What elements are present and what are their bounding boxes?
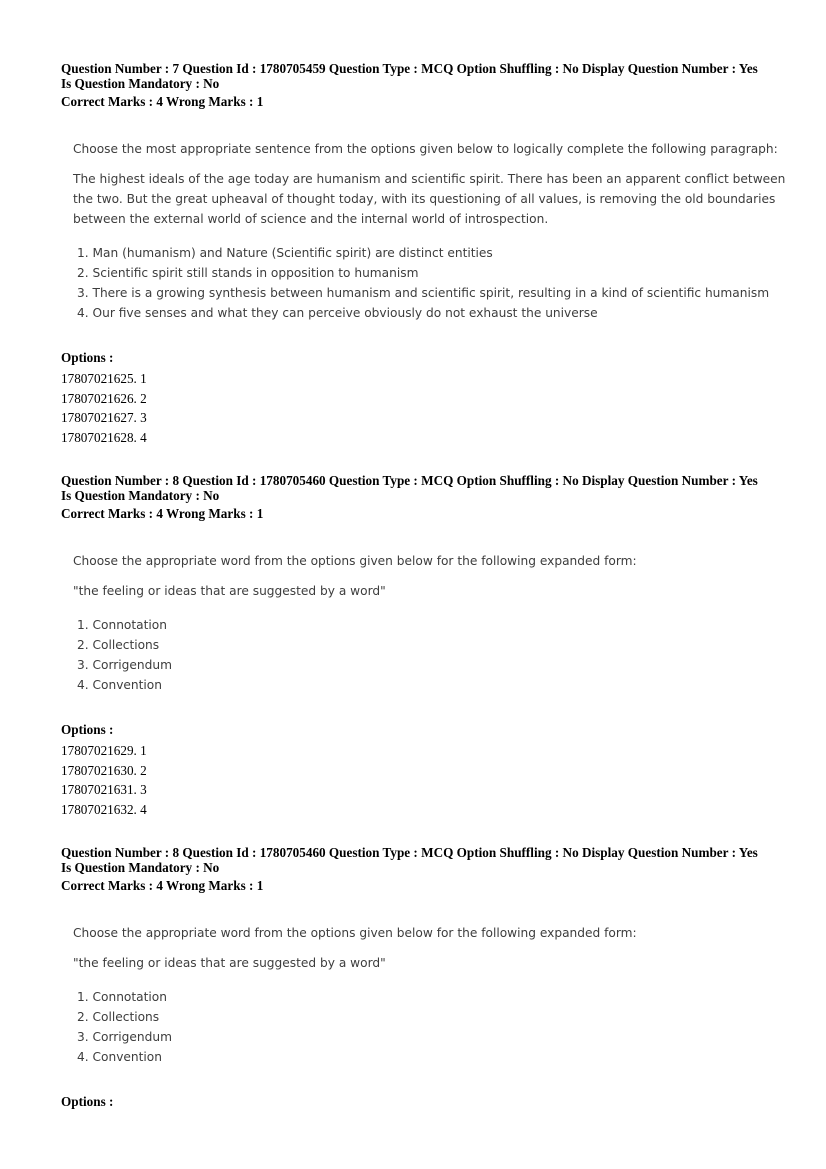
choice-item: 2. Collections: [77, 638, 160, 652]
question-meta: Question Number : 7 Question Id : 1780705459 Question Type : MCQ Option Shuffling : No Display Question Number : Yes: [61, 61, 758, 76]
question-marks: Correct Marks : 4 Wrong Marks : 1: [61, 94, 264, 109]
question-marks: Correct Marks : 4 Wrong Marks : 1: [61, 506, 264, 521]
question-meta: Question Number : 8 Question Id : 1780705460 Question Type : MCQ Option Shuffling : No Display Question Number : Yes: [61, 845, 758, 860]
question-mandatory: Is Question Mandatory : No: [61, 860, 220, 875]
choice-item: 1. Connotation: [77, 990, 167, 1004]
question-header: [61, 61, 781, 109]
question-meta: Question Number : 8 Question Id : 1780705460 Question Type : MCQ Option Shuffling : No Display Question Number : Yes: [61, 473, 758, 488]
option-item: 17807021625. 1: [61, 371, 147, 386]
question-header: [61, 473, 781, 521]
options-list: [61, 741, 147, 819]
choice-item: 3. There is a growing synthesis between humanism and scientific spirit, resulting in a kind of scientific humanism: [77, 286, 770, 300]
paragraph-line: the two. But the great upheaval of thought today, with its questioning of all values, is removing the old boundaries: [73, 192, 776, 206]
question-body: [73, 926, 773, 1067]
choice-item: 1. Man (humanism) and Nature (Scientific spirit) are distinct entities: [77, 246, 493, 260]
option-item: 17807021627. 3: [61, 410, 147, 425]
option-item: 17807021630. 2: [61, 762, 147, 778]
choice-list: [73, 243, 773, 323]
question-mandatory: Is Question Mandatory : No: [61, 488, 220, 503]
option-item: 17807021628. 4: [61, 429, 147, 445]
choice-item: 2. Scientific spirit still stands in opposition to humanism: [77, 266, 419, 280]
choice-item: 1. Connotation: [77, 618, 167, 632]
options-label: Options :: [61, 722, 114, 737]
question-mandatory: Is Question Mandatory : No: [61, 76, 220, 91]
paragraph-line: between the external world of science and the internal world of introspection.: [73, 212, 549, 226]
question-quote: "the feeling or ideas that are suggested by a word": [73, 956, 386, 970]
choice-item: 4. Convention: [77, 1050, 162, 1064]
question-stem: Choose the appropriate word from the options given below for the following expanded form:: [73, 554, 637, 568]
options-list: [61, 369, 147, 447]
option-item: 17807021629. 1: [61, 743, 147, 758]
choice-item: 2. Collections: [77, 1010, 160, 1024]
choice-item: 4. Convention: [77, 678, 162, 692]
question-stem: Choose the appropriate word from the options given below for the following expanded form:: [73, 926, 637, 940]
options-label: Options :: [61, 350, 114, 365]
choice-item: 4. Our five senses and what they can perceive obviously do not exhaust the universe: [77, 306, 598, 320]
question-marks: Correct Marks : 4 Wrong Marks : 1: [61, 878, 264, 893]
choice-item: 3. Corrigendum: [77, 1030, 172, 1044]
question-body: [73, 554, 773, 695]
choice-list: [73, 987, 773, 1067]
options-label: Options :: [61, 1094, 114, 1109]
question-body: [73, 142, 786, 323]
paragraph-line: The highest ideals of the age today are humanism and scientific spirit. There has been an apparent conflict between: [73, 172, 786, 186]
question-paragraph: [73, 169, 786, 229]
option-item: 17807021631. 3: [61, 782, 147, 797]
question-quote: "the feeling or ideas that are suggested by a word": [73, 584, 386, 598]
choice-list: [73, 615, 773, 695]
question-stem: Choose the most appropriate sentence from the options given below to logically complete the following paragraph:: [73, 142, 778, 156]
question-header: [61, 845, 781, 893]
option-item: 17807021626. 2: [61, 390, 147, 406]
choice-item: 3. Corrigendum: [77, 658, 172, 672]
option-item: 17807021632. 4: [61, 801, 147, 817]
